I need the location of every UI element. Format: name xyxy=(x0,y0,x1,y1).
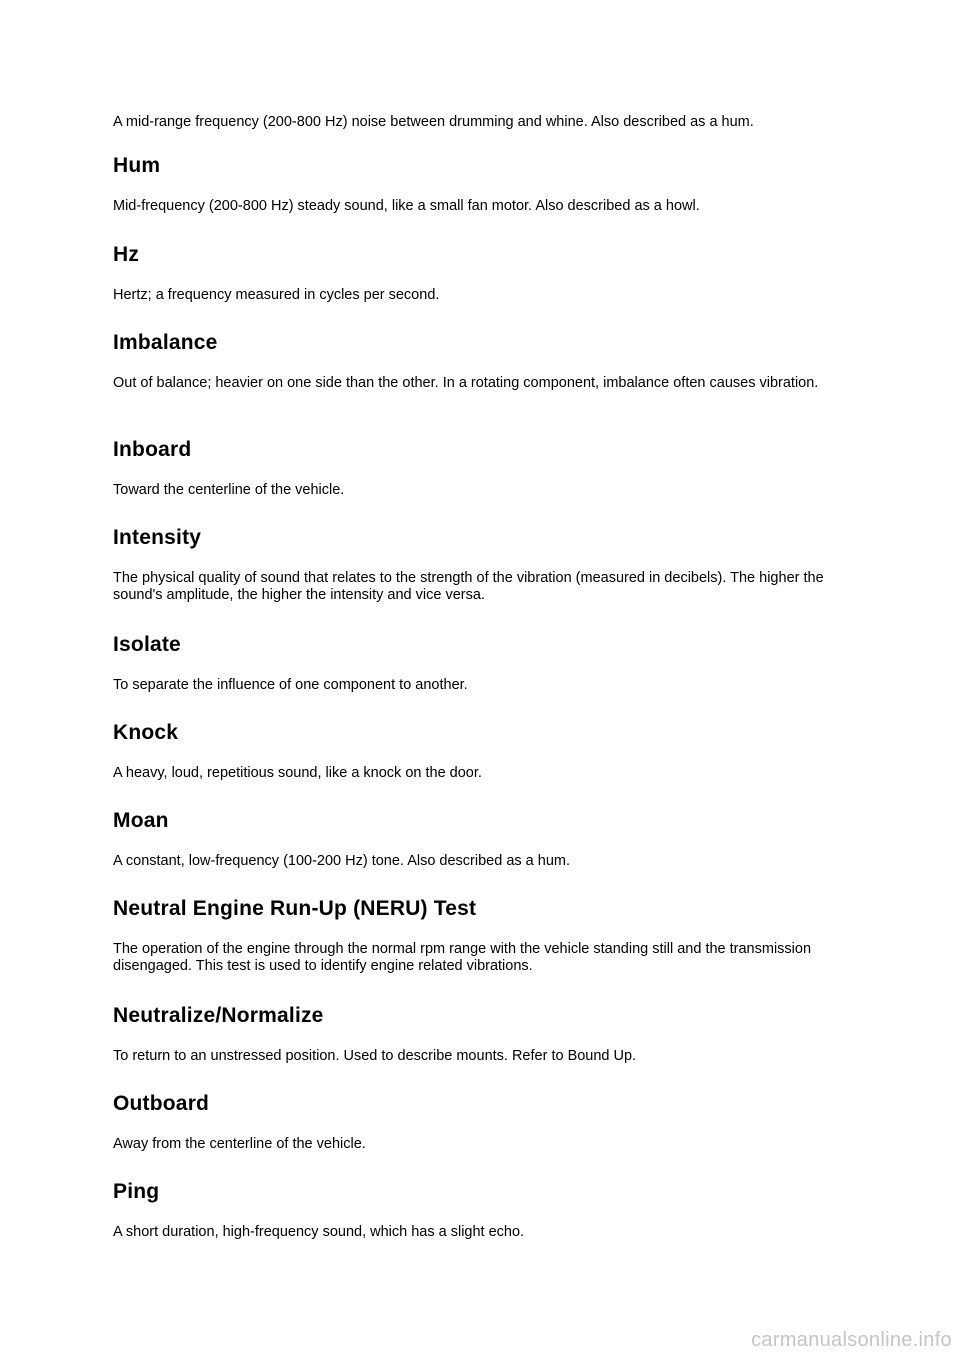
glossary-term: Outboard xyxy=(113,1092,210,1115)
glossary-definition: Toward the centerline of the vehicle. xyxy=(113,482,345,498)
glossary-definition: The physical quality of sound that relates to the strength of the vibration (measured in decibels). The higher the sound's amplitude, the higher the intensity and vice versa. xyxy=(113,570,824,603)
glossary-entry-isolate xyxy=(113,632,843,694)
glossary-definition: To separate the influence of one component to another. xyxy=(113,677,468,693)
glossary-definition: A heavy, loud, repetitious sound, like a knock on the door. xyxy=(113,765,482,781)
glossary-entry-intensity xyxy=(113,525,843,604)
glossary-term: Hz xyxy=(113,243,140,266)
glossary-definition: Out of balance; heavier on one side than the other. In a rotating component, imbalance often causes vibration. xyxy=(113,375,819,391)
glossary-term: Hum xyxy=(113,154,161,177)
glossary-term: Knock xyxy=(113,721,179,744)
glossary-term: Intensity xyxy=(113,526,202,549)
glossary-entry-inboard xyxy=(113,437,843,499)
glossary-term: Moan xyxy=(113,809,169,832)
glossary-term: Inboard xyxy=(113,438,192,461)
glossary-entry-outboard xyxy=(113,1091,843,1153)
site-watermark: carmanualsonline.info xyxy=(751,1329,952,1351)
glossary-term: Neutral Engine Run-Up (NERU) Test xyxy=(113,897,477,920)
intro-definition: A mid-range frequency (200-800 Hz) noise between drumming and whine. Also described as a hum. xyxy=(113,114,754,130)
glossary-entry-hz xyxy=(113,242,843,304)
glossary-entry-neru-test xyxy=(113,896,843,975)
glossary-term: Isolate xyxy=(113,633,181,656)
glossary-entry-neutralize-normalize xyxy=(113,1003,843,1065)
glossary-definition: A short duration, high-frequency sound, which has a slight echo. xyxy=(113,1224,525,1240)
glossary-definition: Mid-frequency (200-800 Hz) steady sound, like a small fan motor. Also described as a howl. xyxy=(113,198,700,214)
glossary-entry-imbalance xyxy=(113,330,843,392)
glossary-entry-hum xyxy=(113,153,843,215)
glossary-entry-moan xyxy=(113,808,843,870)
glossary-entry-ping xyxy=(113,1179,843,1241)
glossary-term: Ping xyxy=(113,1180,160,1203)
glossary-term: Imbalance xyxy=(113,331,218,354)
glossary-definition: To return to an unstressed position. Used to describe mounts. Refer to Bound Up. xyxy=(113,1048,637,1064)
glossary-definition: The operation of the engine through the normal rpm range with the vehicle standing still and the transmission disengaged. This test is used to identify engine related vibrations. xyxy=(113,941,812,974)
glossary-entry-knock xyxy=(113,720,843,782)
glossary-term: Neutralize/Normalize xyxy=(113,1004,324,1027)
glossary-definition: Hertz; a frequency measured in cycles per second. xyxy=(113,287,440,303)
glossary-definition: A constant, low-frequency (100-200 Hz) tone. Also described as a hum. xyxy=(113,853,570,869)
glossary-definition: Away from the centerline of the vehicle. xyxy=(113,1136,366,1152)
